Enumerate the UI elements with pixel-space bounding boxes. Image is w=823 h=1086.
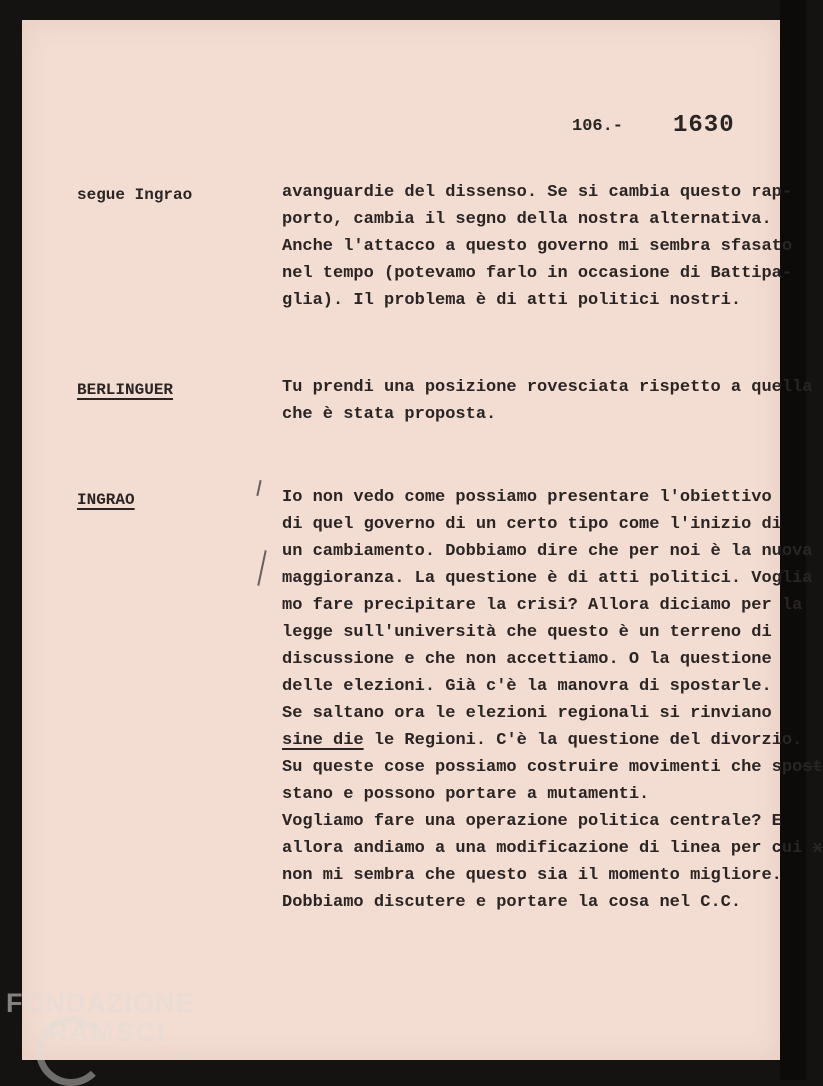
text-line: discussione e che non accettiamo. O la questione [282, 650, 772, 669]
text-line: avanguardie del dissenso. Se si cambia questo rap- [282, 183, 793, 202]
watermark-line3: onlus [166, 1049, 190, 1060]
text-line: di quel governo di un certo tipo come l'inizio di [282, 515, 782, 534]
underlined-phrase: sine die [282, 731, 364, 750]
text-line: nel tempo (potevamo farlo in occasione di Battipa- [282, 264, 793, 283]
watermark-line1: FONDAZIONE [6, 988, 195, 1018]
text-line: che è stata proposta. [282, 405, 497, 424]
fondazione-gramsci-watermark [6, 988, 195, 1060]
text-line: glia). Il problema è di atti politici nostri. [282, 291, 742, 310]
text-line-main: allora andiamo a una modificazione di linea per cui [282, 839, 803, 858]
text-line: Vogliamo fare una operazione politica centrale? E [282, 812, 782, 831]
struck-letters: st [802, 758, 823, 777]
text-line: Anche l'attacco a questo governo mi sembra sfasato [282, 237, 793, 256]
text-line [282, 731, 802, 750]
text-line: mo fare precipitare la crisi? Allora diciamo per la [282, 596, 803, 615]
watermark-line2: RAMSCI [48, 1017, 167, 1047]
text-line: non mi sembra che questo sia il momento migliore. [282, 866, 782, 885]
text-line: porto, cambia il segno della nostra alternativa. [282, 210, 772, 229]
archive-number: 1630 [673, 112, 735, 139]
text-line: un cambiamento. Dobbiamo dire che per noi è la nuova [282, 542, 813, 561]
struck-letter: x [812, 839, 823, 858]
page-number: 106.- [572, 117, 624, 136]
speaker-label: INGRAO [77, 491, 135, 509]
text-line [282, 758, 823, 777]
text-line: Io non vedo come possiamo presentare l'obiettivo [282, 488, 772, 507]
text-line-main: Su queste cose possiamo costruire movimenti che spo [282, 758, 803, 777]
page-edge-shadow [780, 0, 806, 1080]
text-line: legge sull'università che questo è un terreno di [282, 623, 772, 642]
text-line [282, 839, 823, 858]
text-line: maggioranza. La questione è di atti politici. Voglia [282, 569, 813, 588]
text-line: Dobbiamo discutere e portare la cosa nel C.C. [282, 893, 742, 912]
speaker-label: BERLINGUER [77, 381, 174, 399]
text-line: stano e possono portare a mutamenti. [282, 785, 650, 804]
text-line: Se saltano ora le elezioni regionali si rinviano [282, 704, 772, 723]
text-line-rest: le Regioni. C'è la questione del divorzio. [373, 731, 803, 750]
text-line: delle elezioni. Già c'è la manovra di spostarle. [282, 677, 772, 696]
text-line: Tu prendi una posizione rovesciata rispetto a quella [282, 378, 813, 397]
speaker-label: segue Ingrao [77, 186, 193, 204]
logo-ring-icon [36, 1016, 106, 1086]
